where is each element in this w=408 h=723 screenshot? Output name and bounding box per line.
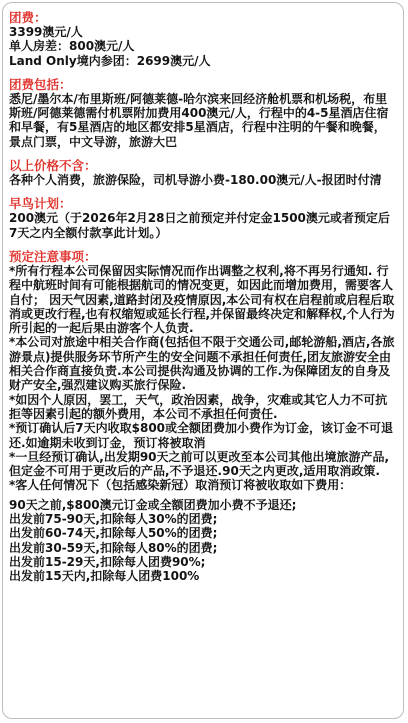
price-line-adult: 3399澳元/人 <box>9 25 83 39</box>
price-section <box>9 11 397 68</box>
price-line-single-supplement: 单人房差：800澳元/人 <box>9 39 135 54</box>
includes-heading: 团费包括： <box>9 76 72 92</box>
excludes-heading: 以上价格不含： <box>9 158 97 174</box>
price-heading: 团费： <box>9 10 47 25</box>
early-bird-section <box>9 197 397 240</box>
fee-item: 出发前30-59天,扣除每人80%的团费; <box>9 540 218 555</box>
booking-notes-section <box>9 250 397 584</box>
note-partner-liability: *本公司对旅途中相关合作商(包括但不限于交通公司,邮轮游船,酒店,各旅游景点)提供服务环节所产生的安全问题不承担任何责任,团友旅游安全由相关合作商直接负责.本公司提供沟通及协调的工作.为保障团友的自身及财产安全,强烈建议购买旅行保险. <box>9 335 395 393</box>
note-cancellation-intro: *客人任何情况下（包括感染新冠）取消预订将被收取如下费用： <box>9 478 352 493</box>
cancellation-fee-list <box>9 498 397 584</box>
includes-body: 悉尼/墨尔本/布里斯班/阿德莱德-哈尔滨来回经济舱机票和机场税，布里斯班/阿德莱德需付机票附加费用400澳元/人，行程中的4-5星酒店住宿和早餐，有5星酒店的地区都安排5星酒店，行程中注明的午餐和晚餐，景点门票，中文导游，旅游大巴 <box>9 91 389 149</box>
fee-item: 出发前75-90天,扣除每人30%的团费; <box>9 512 218 527</box>
note-force-majeure: *如因个人原因，罢工，天气，政治因素，战争，灾难或其它人力不可抗拒等因素引起的额外费用，本公司不承担任何责任. <box>9 392 388 421</box>
note-change-policy: *一旦经预订确认,出发期90天之前可以更改至本公司其他出境旅游产品,但定金不可用于更改后的产品,不予退还.90天之内更改,适用取消政策. <box>9 449 390 479</box>
excludes-section <box>9 159 397 187</box>
note-itinerary-changes: *所有行程本公司保留因实际情况而作出调整之权利,将不再另行通知. 行程中航班时间有可能根据航司的情况变更，如因此而增加费用，需要客人自付； 因天气因素,道路封闭及疫情原因,本公司有权在启程前或启程后取消或更改行程,也有权缩短或延长行程,并保留最终决定和解释权,个人行为所引起的一起后果由游客个人负责. <box>9 263 395 336</box>
excludes-body: 各种个人消费，旅游保险，司机导游小费-180.00澳元/人-报团时付清 <box>9 173 382 188</box>
fee-item: 90天之前,$800澳元订金或全额团费加小费不予退还; <box>9 497 297 512</box>
fee-item: 出发前60-74天,扣除每人50%的团费; <box>9 526 218 541</box>
tour-info-card <box>2 2 404 719</box>
includes-section <box>9 78 397 149</box>
price-line-land-only: Land Only境内参团：2699澳元/人 <box>9 53 211 68</box>
booking-notes-heading: 预定注意事项： <box>9 248 97 264</box>
fee-item: 出发前15天内,扣除每人团费100% <box>9 569 200 584</box>
early-bird-body: 200澳元（于2026年2月28日之前预定并付定金1500澳元或者预定后7天之内全额付款享此计划。） <box>9 211 390 240</box>
note-deposit: *预订确认后7天内收取$800或全额团费加小费作为订金，该订金不可退还.如逾期未收到订金，预订将被取消 <box>9 421 394 450</box>
early-bird-heading: 早鸟计划： <box>9 196 72 212</box>
fee-item: 出发前15-29天,扣除每人团费90%; <box>9 554 206 569</box>
